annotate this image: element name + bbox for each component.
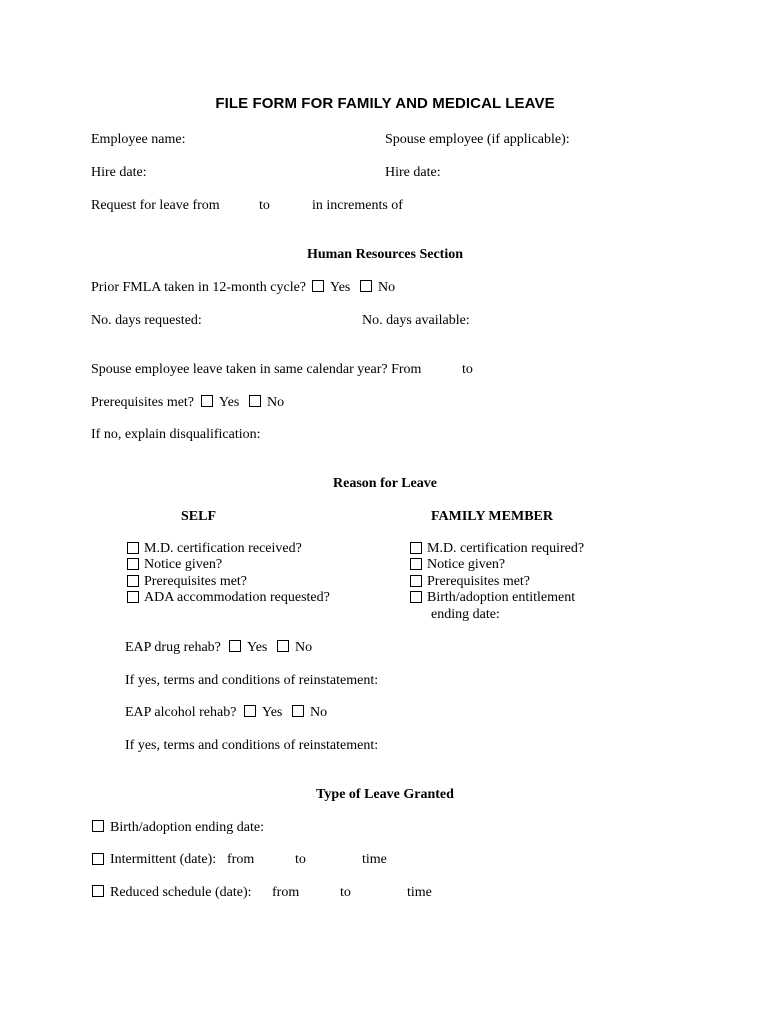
prerequisites-yes-checkbox[interactable] [201,395,213,407]
self-ada-checkbox[interactable] [127,591,139,603]
self-prerequisites-checkbox[interactable] [127,575,139,587]
intermittent-to-label: to [295,852,306,867]
self-item: Prerequisites met? [144,574,248,589]
family-ending-date-label: ending date: [431,607,500,622]
family-item: Prerequisites met? [427,574,531,589]
birth-adoption-label: Birth/adoption ending date: [110,820,264,835]
self-item: M.D. certification received? [144,541,302,556]
spouse-hire-date-label: Hire date: [385,165,441,180]
self-item: Notice given? [144,557,223,572]
days-available-label: No. days available: [362,313,470,328]
prerequisites-yes-label: Yes [219,395,240,410]
eap-drug-terms-label: If yes, terms and conditions of reinstatement: [125,673,379,688]
prerequisites-label: Prerequisites met? [91,395,195,410]
prior-fmla-no-label: No [378,280,396,295]
request-to-label: to [259,198,270,213]
birth-adoption-checkbox[interactable] [92,820,104,832]
eap-alcohol-yes-checkbox[interactable] [244,705,256,717]
reduced-schedule-checkbox[interactable] [92,885,104,897]
eap-drug-no-label: No [295,640,313,655]
family-item: Birth/adoption entitlement [427,590,576,605]
self-heading: SELF [181,509,217,524]
reduced-time-label: time [407,885,432,900]
form-title: FILE FORM FOR FAMILY AND MEDICAL LEAVE [215,95,555,112]
eap-alcohol-yes-label: Yes [262,705,283,720]
explain-disqualification-label: If no, explain disqualification: [91,427,261,442]
eap-alcohol-terms-label: If yes, terms and conditions of reinstatement: [125,738,379,753]
family-notice-checkbox[interactable] [410,558,422,570]
prerequisites-no-checkbox[interactable] [249,395,261,407]
intermittent-checkbox[interactable] [92,853,104,865]
family-member-heading: FAMILY MEMBER [431,509,553,524]
prerequisites-no-label: No [267,395,285,410]
intermittent-label: Intermittent (date): [110,852,217,867]
family-birth-adoption-checkbox[interactable] [410,591,422,603]
eap-drug-yes-label: Yes [247,640,268,655]
employee-name-label: Employee name: [91,132,186,147]
spouse-employee-label: Spouse employee (if applicable): [385,132,570,147]
leave-type-heading: Type of Leave Granted [316,787,454,802]
spouse-leave-label: Spouse employee leave taken in same calendar year? From [91,362,422,377]
spouse-leave-to-label: to [462,362,473,377]
hire-date-label: Hire date: [91,165,147,180]
self-notice-checkbox[interactable] [127,558,139,570]
self-md-certification-checkbox[interactable] [127,542,139,554]
days-requested-label: No. days requested: [91,313,202,328]
self-item: ADA accommodation requested? [144,590,330,605]
reduced-from-label: from [272,885,300,900]
prior-fmla-yes-checkbox[interactable] [312,280,324,292]
intermittent-time-label: time [362,852,387,867]
prior-fmla-label: Prior FMLA taken in 12-month cycle? [91,280,307,295]
request-increments-label: in increments of [312,198,403,213]
intermittent-from-label: from [227,852,255,867]
eap-drug-no-checkbox[interactable] [277,640,289,652]
eap-drug-yes-checkbox[interactable] [229,640,241,652]
family-prerequisites-checkbox[interactable] [410,575,422,587]
eap-drug-label: EAP drug rehab? [125,640,221,655]
prior-fmla-yes-label: Yes [330,280,351,295]
reduced-to-label: to [340,885,351,900]
eap-alcohol-no-checkbox[interactable] [292,705,304,717]
request-leave-label: Request for leave from [91,198,220,213]
reason-heading: Reason for Leave [333,476,437,491]
eap-alcohol-no-label: No [310,705,328,720]
family-item: M.D. certification required? [427,541,585,556]
prior-fmla-no-checkbox[interactable] [360,280,372,292]
family-item: Notice given? [427,557,506,572]
eap-alcohol-label: EAP alcohol rehab? [125,705,237,720]
hr-section-heading: Human Resources Section [306,247,464,262]
family-md-certification-checkbox[interactable] [410,542,422,554]
reduced-schedule-label: Reduced schedule (date): [110,885,252,900]
